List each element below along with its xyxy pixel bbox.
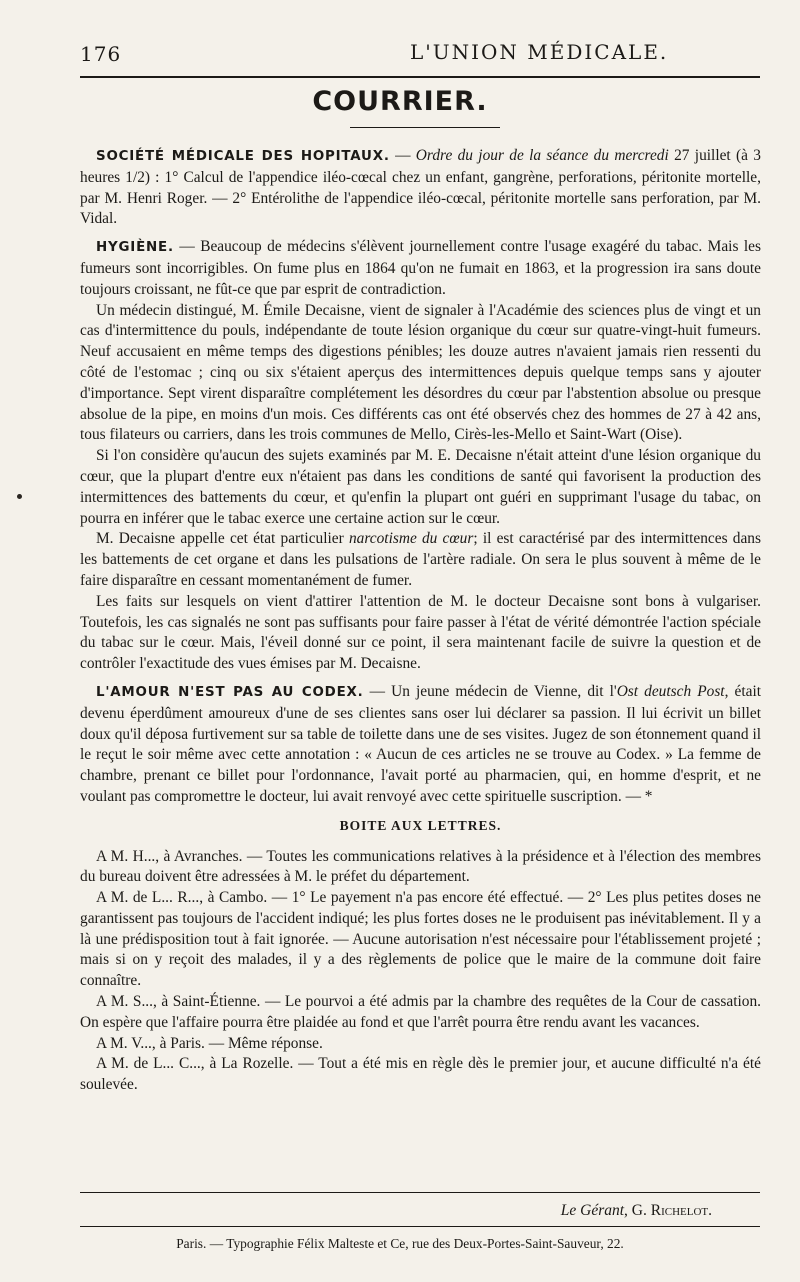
letter-reply: A M. S..., à Saint-Étienne. — Le pourvoi a été admis par la chambre des requêtes de la Cour de cassation. On espère que l'affaire pourra être plaidée au fond et que l'arrêt pourra être rendu avant les vacances. [80,993,761,1031]
section-title: COURRIER. [312,86,488,117]
footer-rule [80,1226,760,1227]
agenda-italic: Ordre du jour de la séance du mercredi [415,147,669,164]
item-lead: SOCIÉTÉ MÉDICALE DES HOPITAUX. [96,149,390,164]
header-rule [80,76,760,78]
item-lead: L'AMOUR N'EST PAS AU CODEX. [96,684,364,700]
journal-title: L'UNION MÉDICALE. [410,40,669,64]
societe-paragraph: SOCIÉTÉ MÉDICALE DES HOPITAUX. — Ordre du jour de la séance du mercredi 27 juillet (à 3 heures 1/2) : 1° Calcul de l'appendice iléo-cœcal chez un enfant, gangrène, perforations, péritonite mortelle, par M. Henri Roger. — 2° Entérolithe de l'appendice iléo-cœcal, péritonite mortelle sans perforation, par M. Vidal. [80,147,762,228]
paragraph: M. Decaisne appelle cet état particulier narcotisme du cœur; il est caractérisé par des intermittences dans les battements de cet organe et dans les pulsations de l'artère radiale. On sera le plus souvent à même de le faire disparaître en cessant momentanément de fumer. [80,530,761,589]
letter-reply: A M. H..., à Avranches. — Toutes les communications relatives à la présidence et à l'élection des membres du bureau doivent être adressées à M. le préfet du département. [80,847,761,886]
gerant-signature: Le Gérant, G. Richelot. [560,1202,712,1219]
paragraph: Un médecin distingué, M. Émile Decaisne, vient de signaler à l'Académie des sciences plus de vingt et un cas d'intermittence du pouls, indépendante de toute lésion organique du cœur sur quatre-vingt-huit fumeurs. Neuf accusaient en même temps des digestions pénibles; les douze autres n'avaient jamais rien ressenti du côté de l'estomac ; cinq ou six s'étaient aperçus des intermittences depuis quelque temps sans y ajouter d'importance. Sept virent disparaître complétement les désordres du cœur par l'abstention absolue ou presque absolue de la pipe, en moins d'un mois. Ces différents cas ont été observés chez des hommes de 27 à 42 ans, tous filateurs ou carriers, dans les trois communes de Mello, Cirès-les-Mello et Saint-Wart (Oise). [80,301,761,444]
gerant-rule [80,1192,760,1193]
letter-reply: A M. V..., à Paris. — Même réponse. [96,1034,323,1052]
running-head [80,40,760,72]
article-body [80,146,761,1096]
letter-reply: A M. de L... R..., à Cambo. — 1° Le payement n'a pas encore été effectué. — 2° Les plus petites doses ne garantissent pas toujours de l'accident indiqué; les plus fortes doses ne le produisent pas inévitablement. Il y a là une prédisposition tout à fait ignorée. — Aucune autorisation n'est nécessaire pour l'établissement projeté ; mais si on y reçoit des malades, il y a des règlements de police que le maire de la commune doit faire connaître. [80,889,761,990]
boite-aux-lettres-heading: BOITE AUX LETTRES. [339,817,502,833]
paragraph: Les faits sur lesquels on vient d'attirer l'attention de M. le docteur Decaisne sont bons à vulgariser. Toutefois, les cas signalés ne sont pas suffisants pour faire passer à l'état de vérité démontrée l'action spéciale du tabac sur le cœur. Mais, l'éveil donné sur ce point, il sera maintenant facile de suivre la question et de contrôler l'exactitude des vues émises par M. Decaisne. [80,592,761,673]
printer-imprint: Paris. — Typographie Félix Malteste et Ce, rue des Deux-Portes-Saint-Sauveur, 22. [176,1236,624,1251]
letter-reply: A M. de L... C..., à La Rozelle. — Tout a été mis en règle dès le premier jour, et aucune difficulté n'a été soulevée. [80,1055,761,1094]
section-title-rule [350,127,500,128]
margin-mark [17,494,22,499]
page-number: 176 [80,42,122,66]
amour-paragraph: L'AMOUR N'EST PAS AU CODEX. — Un jeune médecin de Vienne, dit l'Ost deutsch Post, était devenu éperdûment amoureux d'une de ses clientes sans oser lui déclarer sa passion. Il lui écrivit un billet doux qu'il déposa furtivement sur sa table de toilette dans une de ses visites. Jugez de son étonnement quand il le reçut le soir même avec cette annotation : « Aucun de ces articles ne se trouve au Codex. » La femme de chambre, prenant ce billet pour l'ordonnance, l'avait porté au pharmacien, qui, en homme d'esprit, et ne voulant pas compromettre le docteur, lui avait renvoyé avec cette spirituelle suscription. — * [80,682,762,805]
hygiene-paragraph: HYGIÈNE. — Beaucoup de médecins s'élèvent journellement contre l'usage exagéré du tabac. Mais les fumeurs sont incorrigibles. On fume plus en 1864 qu'on ne fumait en 1863, et la progression ira sans doute toujours croissant, ne fût-ce que par esprit de contradiction. [80,238,762,298]
paragraph: Si l'on considère qu'aucun des sujets examinés par M. E. Decaisne n'était atteint d'une lésion organique du cœur, que la plupart d'entre eux n'étaient pas dans les conditions de santé qui favorisent la production des intermittences des battements du cœur, et qu'enfin la plupart ont guéri en supprimant l'usage du tabac, on pourra en inférer que le tabac exerce une certaine action sur le cœur. [80,447,761,527]
item-lead: HYGIÈNE. [96,240,174,256]
